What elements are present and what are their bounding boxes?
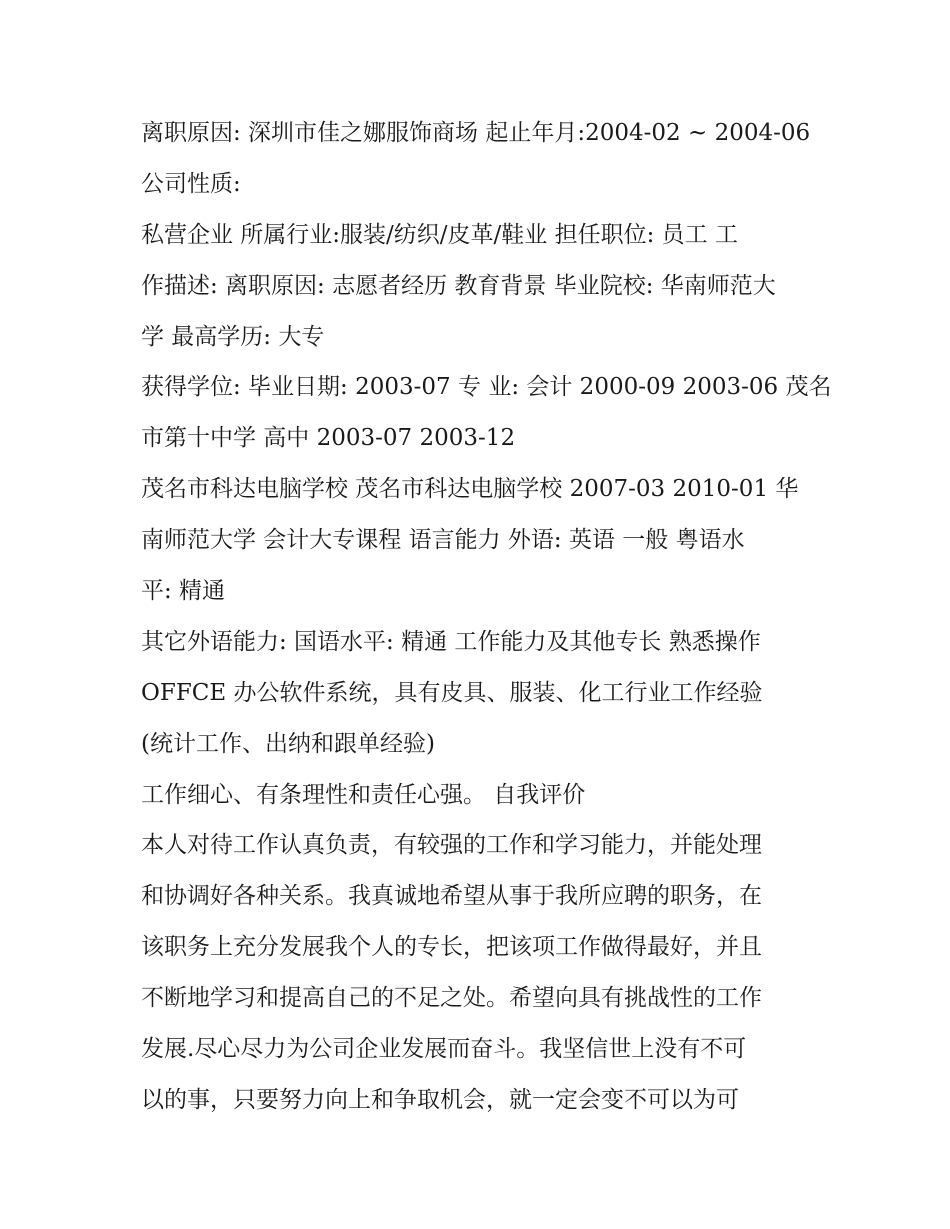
text-line: (统计工作、出纳和跟单经验)	[141, 730, 435, 757]
text-line: 获得学位: 毕业日期: 2003-07 专 业: 会计 2000-09 2003-06 茂名	[141, 374, 832, 401]
text-line: 发展.尽心尽力为公司企业发展而奋斗。我坚信世上没有不可	[141, 1036, 747, 1063]
text-line: 平: 精通	[141, 578, 226, 605]
text-line: 南师范大学 会计大专课程 语言能力 外语: 英语 一般 粤语水	[141, 527, 745, 554]
text-line: 作描述: 离职原因: 志愿者经历 教育背景 毕业院校: 华南师范大	[141, 272, 776, 299]
text-line: 私营企业 所属行业:服装/纺织/皮革/鞋业 担任职位: 员工 工	[141, 221, 738, 248]
text-line: 离职原因: 深圳市佳之娜服饰商场 起止年月:2004-02 ~ 2004-06	[141, 120, 811, 146]
text-line: 不断地学习和提高自己的不足之处。希望向具有挑战性的工作	[141, 985, 762, 1012]
text-line: 茂名市科达电脑学校 茂名市科达电脑学校 2007-03 2010-01 华	[141, 476, 799, 503]
text-line: 公司性质:	[141, 170, 241, 197]
text-line: 其它外语能力: 国语水平: 精通 工作能力及其他专长 熟悉操作	[141, 628, 761, 655]
text-line: OFFCE 办公软件系统，具有皮具、服装、化工行业工作经验	[141, 679, 763, 706]
text-line: 该职务上充分发展我个人的专长，把该项工作做得最好，并且	[141, 934, 762, 961]
text-line: 和协调好各种关系。我真诚地希望从事于我所应聘的职务，在	[141, 883, 762, 910]
text-line: 市第十中学 高中 2003-07 2003-12	[141, 425, 516, 452]
text-line: 以的事，只要努力向上和争取机会，就一定会变不可以为可	[141, 1086, 739, 1113]
text-line: 本人对待工作认真负责，有较强的工作和学习能力，并能处理	[141, 832, 762, 859]
text-line: 工作细心、有条理性和责任心强。 自我评价	[141, 781, 586, 808]
text-line: 学 最高学历: 大专	[141, 323, 325, 350]
resume-text-block	[141, 108, 832, 1126]
